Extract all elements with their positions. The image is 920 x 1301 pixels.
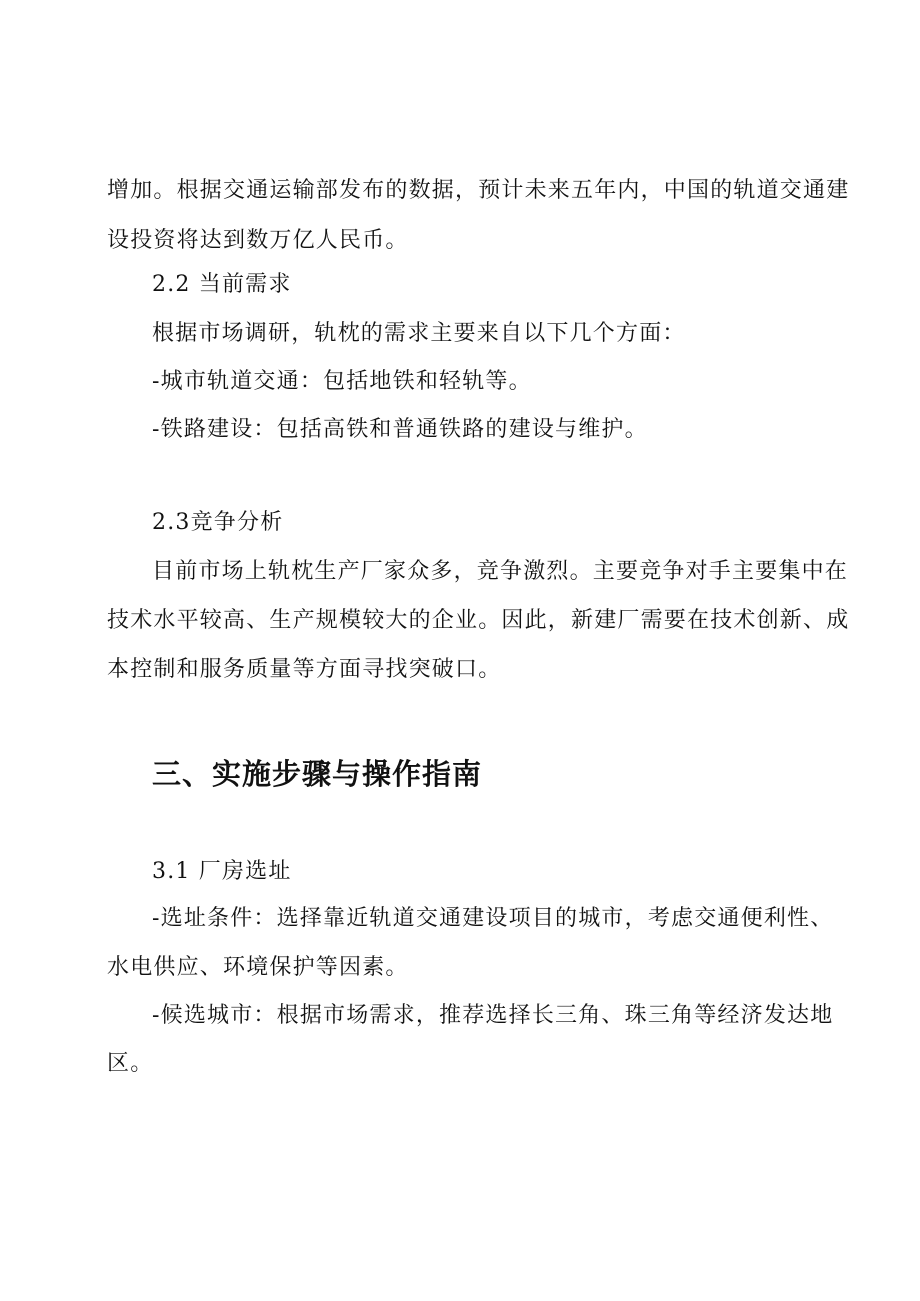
paragraph-line: 根据市场调研，轨枕的需求主要来自以下几个方面： — [152, 321, 686, 346]
paragraph-line: 水电供应、环境保护等因素。 — [107, 955, 409, 980]
list-item: -铁路建设：包括高铁和普通铁路的建设与维护。 — [152, 417, 648, 442]
list-item: -城市轨道交通：包括地铁和轻轨等。 — [152, 369, 532, 394]
paragraph-line: 区。 — [107, 1051, 154, 1076]
paragraph-line: 目前市场上轨枕生产厂家众多，竞争激烈。主要竞争对手主要集中在 — [152, 559, 849, 584]
section-heading-2-3: 2.3竞争分析 — [152, 510, 284, 535]
list-item: -选址条件：选择靠近轨道交通建设项目的城市，考虑交通便利性、 — [152, 906, 834, 931]
paragraph-line: 本控制和服务质量等方面寻找突破口。 — [107, 657, 502, 682]
section-heading-3-1: 3.1 厂房选址 — [152, 859, 292, 884]
paragraph-line: 增加。根据交通运输部发布的数据，预计未来五年内，中国的轨道交通建 — [107, 178, 850, 203]
list-item: -候选城市：根据市场需求，推荐选择长三角、珠三角等经济发达地 — [152, 1003, 834, 1028]
paragraph-line: 技术水平较高、生产规模较大的企业。因此，新建厂需要在技术创新、成 — [107, 608, 850, 633]
paragraph-line: 设投资将达到数万亿人民币。 — [107, 228, 409, 253]
section-heading-2-2: 2.2 当前需求 — [152, 272, 292, 297]
chapter-title-3: 三、实施步骤与操作指南 — [152, 757, 483, 791]
